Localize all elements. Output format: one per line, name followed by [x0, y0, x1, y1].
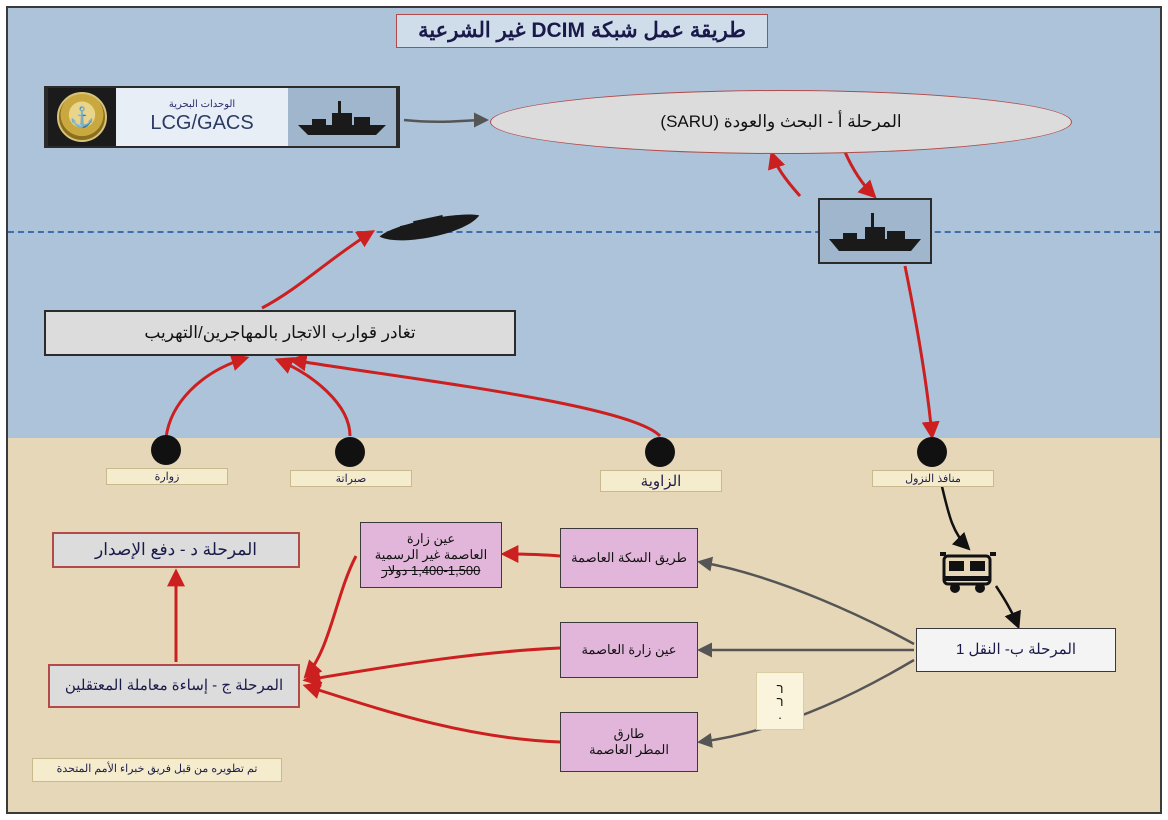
phase-b-label: المرحلة ب- النقل 1 — [955, 640, 1077, 658]
phase-b-box — [916, 628, 1116, 672]
naval-units-legend — [44, 86, 400, 148]
facility-zawiya-unofficial — [360, 522, 502, 588]
node-label: منافذ النزول — [872, 470, 994, 487]
patrol-boat-icon — [823, 205, 927, 257]
node-dot-icon — [151, 435, 181, 465]
facility-line-2: العاصمة غير الرسمية — [374, 546, 488, 562]
facility-line-1: عين زارة — [406, 530, 456, 546]
lcg-gacs-acronym: LCG/GACS — [150, 112, 254, 134]
departure-label: تغادر قوارب الاتجار بالمهاجرين/التهريب — [144, 323, 416, 343]
bus-icon-wrap — [938, 548, 998, 596]
node-dot-icon — [645, 437, 675, 467]
facility-price: 1,400-1,500 دولار — [381, 563, 481, 579]
facility-tariq-al-matar — [560, 712, 698, 772]
node-dot-icon — [335, 437, 365, 467]
patrol-boat-icon — [292, 95, 392, 139]
note-line-3: . — [778, 706, 782, 722]
phase-d-label: المرحلة د - دفع الإصدار — [95, 540, 257, 560]
sea-region — [8, 8, 1160, 438]
node-label: الزاوية — [600, 470, 722, 492]
naval-emblem-icon: ⚓ — [57, 92, 107, 142]
migrant-boat-icon-wrap — [370, 196, 488, 252]
phase-c-box — [48, 664, 300, 708]
note-line-2: ר — [776, 693, 784, 709]
migrant-boat-icon — [370, 196, 488, 252]
facility-line-1: طريق السكة العاصمة — [571, 549, 687, 565]
credit-box — [32, 758, 282, 782]
note-line-1: ר — [776, 680, 784, 696]
naval-units-label: الوحدات البحرية — [168, 99, 236, 110]
credit-label: تم تطويره من قبل فريق خبراء الأمم المتحدة — [56, 763, 258, 776]
node-label: صبراتة — [290, 470, 412, 487]
bus-icon — [938, 548, 998, 596]
phase-a-ellipse — [490, 90, 1072, 154]
page-title: طريقة عمل شبكة DCIM غير الشرعية — [396, 14, 768, 48]
maritime-boundary-line — [8, 231, 1160, 233]
phase-d-box — [52, 532, 300, 568]
facility-line-1: طارق — [613, 725, 645, 741]
note-box — [756, 672, 804, 730]
emblem-cell — [46, 88, 116, 146]
facility-road-camp — [560, 528, 698, 588]
facility-line-1: عين زارة العاصمة — [581, 641, 677, 657]
coast-guard-ship-box — [818, 198, 932, 264]
facility-line-2: المطر العاصمة — [589, 742, 669, 757]
node-label: زوارة — [106, 468, 228, 485]
facility-ain-zara — [560, 622, 698, 678]
lcg-gacs-cell — [116, 88, 288, 146]
phase-c-label: المرحلة ج - إساءة معاملة المعتقلين — [64, 676, 284, 694]
phase-a-label: المرحلة أ - البحث والعودة (SARU) — [660, 112, 902, 131]
node-dot-icon — [917, 437, 947, 467]
departure-box — [44, 310, 516, 356]
patrol-boat-thumbnail — [288, 88, 398, 146]
